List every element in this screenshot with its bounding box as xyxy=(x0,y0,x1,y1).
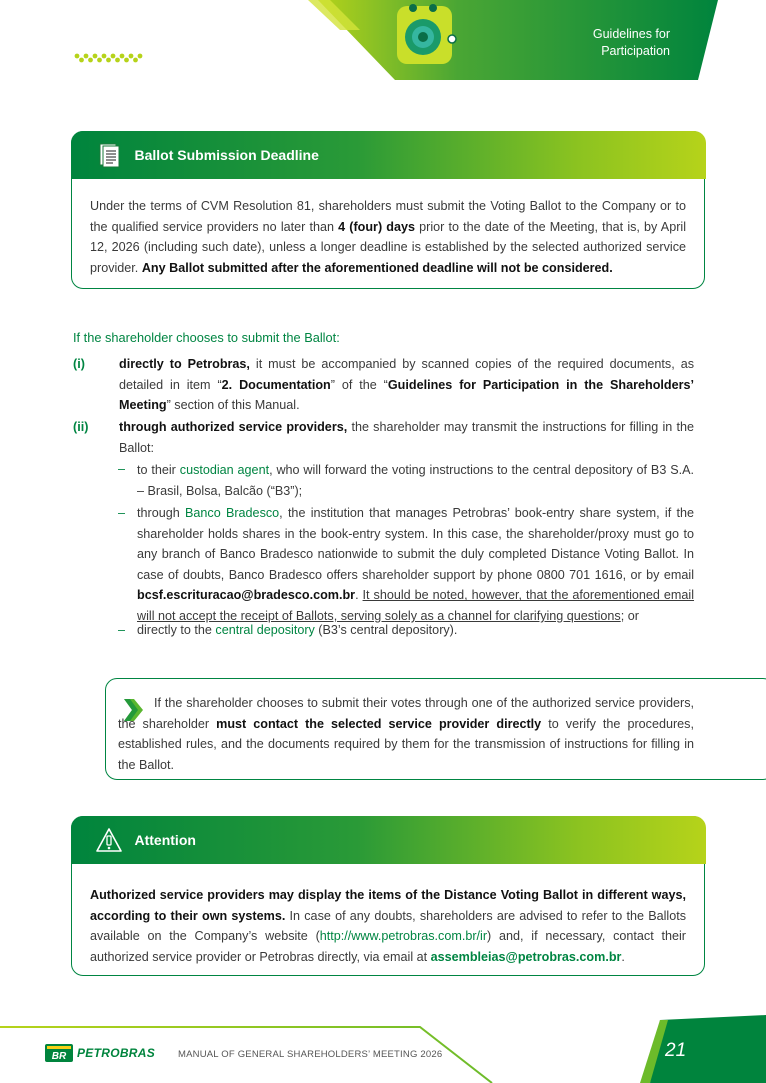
section-heading-line2: Participation xyxy=(601,44,670,58)
banco-bradesco: Banco Bradesco xyxy=(184,506,280,520)
dash-1: – xyxy=(118,462,126,476)
sub2-t4: ; or xyxy=(620,608,639,623)
attention-box xyxy=(71,816,705,976)
attention-box-header xyxy=(71,816,706,864)
sub-item-central-depository xyxy=(137,620,694,641)
deadline-warning: Any Ballot submitted after the aforementioned deadline will not be considered. xyxy=(141,260,613,275)
header-illustration xyxy=(397,4,456,64)
item1-t2: ” of the “ xyxy=(330,377,388,392)
dash-2: – xyxy=(118,506,126,520)
logo-text: BR xyxy=(51,1051,67,1062)
attention-t3: . xyxy=(621,949,625,964)
item1-guidelines-ref: Guidelines for Participation in the Shareholders’ Meeting xyxy=(119,377,694,413)
note-text xyxy=(118,693,694,775)
sub-item-bradesco xyxy=(137,503,694,627)
dots-decoration xyxy=(74,52,144,64)
sub3-t1: directly to the xyxy=(137,623,216,637)
deadline-box-title: Ballot Submission Deadline xyxy=(134,146,319,163)
sub3-t2: (B3’s central depository). xyxy=(314,623,458,637)
item-text-1 xyxy=(119,354,694,416)
section-heading-line1: Guidelines for xyxy=(592,27,670,41)
sub2-t2: , the institution that manages Petrobras’ book-entry share system, if the shareholder holds shares in the book-entry system. In this case, the shareholder/proxy must go to any branch of Banco Bradesco nationwide to submit the duly completed Distance Voting Ballot. In case of doubts, Banco Bradesco offers shareholder support by phone 0800 701 1616, or by email xyxy=(137,506,694,582)
attention-t1: In case of any doubts, shareholders are advised to refer to the Ballots available on the Company’s website ( xyxy=(90,908,686,944)
bradesco-email-link[interactable]: bcsf.escrituracao@bradesco.com.br xyxy=(137,588,356,603)
attention-t2: ) and, if necessary, contact their authorized service provider or Petrobras directly, via email at xyxy=(90,929,686,964)
attention-box-text xyxy=(90,885,686,967)
item1-lead: directly to Petrobras, xyxy=(119,357,250,371)
deadline-box xyxy=(71,131,705,289)
sub1-t1: to their xyxy=(137,463,180,477)
website-link[interactable]: http://www.petrobras.com.br/ir xyxy=(319,929,488,944)
note-bold: must contact the selected service provider directly xyxy=(216,716,542,731)
deadline-box-header xyxy=(71,131,706,179)
deadline-text-2: prior to the date of the Meeting, that is, by April 12, 2026 (including such date), unless a longer deadline is established by the selected authorized service provider. xyxy=(90,219,686,275)
item1-t1: it must be accompanied by scanned copies of the required documents, as detailed in item “ xyxy=(119,357,694,392)
item1-doc-ref: 2. Documentation xyxy=(221,377,331,392)
item-label-2: (ii) xyxy=(73,420,89,434)
item1-t3: ” section of this Manual. xyxy=(166,398,300,413)
warning-icon xyxy=(95,826,123,854)
document-icon xyxy=(95,141,123,169)
brand-name: PETROBRAS xyxy=(77,1046,156,1060)
item-text-2 xyxy=(119,417,694,458)
central-depository: central depository xyxy=(215,623,315,637)
petrobras-logo xyxy=(45,1044,73,1062)
dash-3: – xyxy=(118,623,126,637)
manual-title: MANUAL OF GENERAL SHAREHOLDERS’ MEETING 2026 xyxy=(178,1049,443,1060)
note-t2: to verify the procedures, established rules, and the documents required by them for the transmission of instructions for filling in the Ballot. xyxy=(118,716,694,772)
sub2-t3: . xyxy=(355,588,363,603)
assembleias-email-link[interactable]: assembleias@petrobras.com.br xyxy=(430,949,622,964)
deadline-text-1: Under the terms of CVM Resolution 81, shareholders must submit the Voting Ballot to the Company or to the qualified service providers no later than xyxy=(90,199,686,234)
sub-item-custodian xyxy=(137,460,694,501)
item-label-1: (i) xyxy=(73,357,85,371)
item2-t1: the shareholder may transmit the instructions for filling in the Ballot: xyxy=(119,420,694,455)
item2-lead: through authorized service providers, xyxy=(119,420,348,434)
attention-bold: Authorized service providers may display the items of the Distance Voting Ballot in different ways, according to their own systems. xyxy=(90,888,686,923)
bradesco-email-note: It should be noted, however, that the aforementioned email will not accept the receipt of Ballots, serving solely as a channel for clarifying questions xyxy=(137,588,695,623)
page-number: 21 xyxy=(665,1040,687,1061)
sub1-t2: , who will forward the voting instructions to the central depository of B3 S.A. – Brasil, Bolsa, Balcão (“B3”); xyxy=(137,463,695,498)
sub2-t1: through xyxy=(137,506,185,520)
note-t1: If the shareholder chooses to submit their votes through one of the authorized service providers, the shareholder xyxy=(118,696,694,731)
deadline-days: 4 (four) days xyxy=(338,219,415,234)
custodian-agent: custodian agent xyxy=(179,463,270,477)
deadline-box-text xyxy=(90,196,686,278)
attention-box-title: Attention xyxy=(134,831,196,848)
section-title: If the shareholder chooses to submit the Ballot: xyxy=(73,330,340,345)
section-heading xyxy=(593,26,670,60)
